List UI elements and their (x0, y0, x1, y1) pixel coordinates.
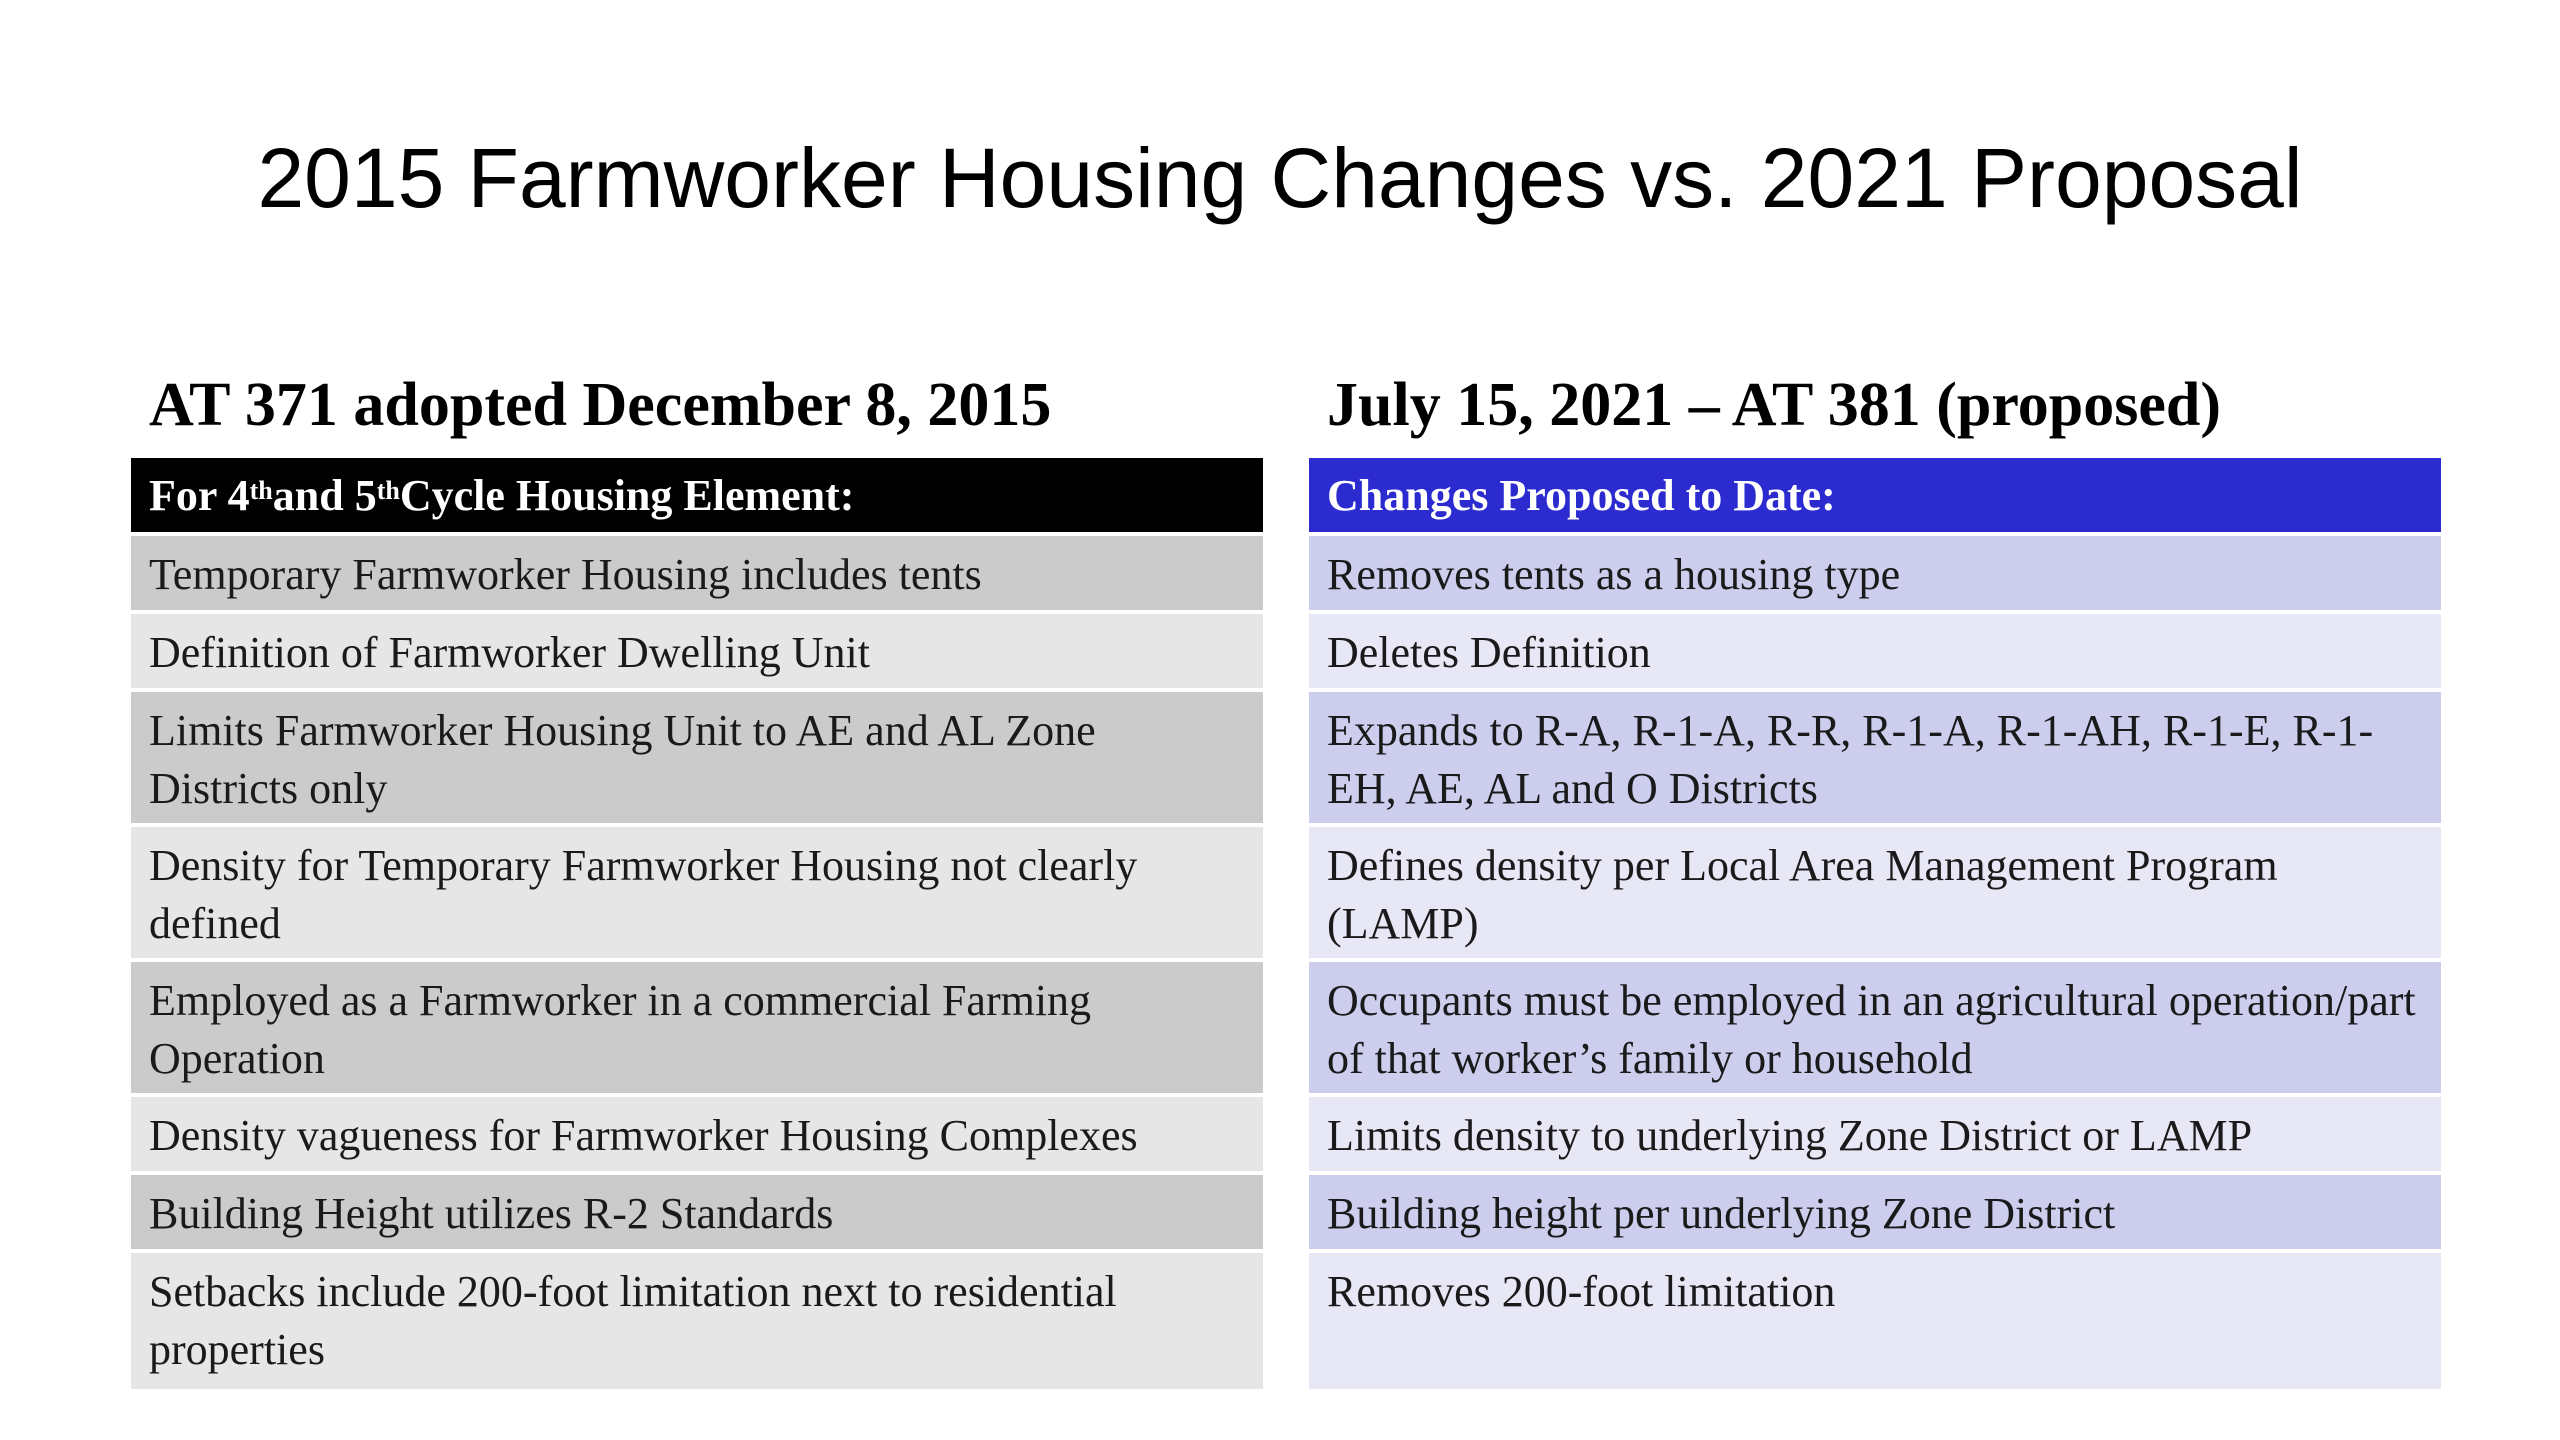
left-header-text-pre: For 4 (149, 470, 250, 520)
left-row-8: Setbacks include 200-foot limitation next to residential properties (131, 1253, 1263, 1389)
left-table-header (131, 458, 1263, 532)
left-row-1: Temporary Farmworker Housing includes tents (131, 536, 1263, 610)
left-row-4: Density for Temporary Farmworker Housing not clearly defined (131, 827, 1263, 958)
left-row-3: Limits Farmworker Housing Unit to AE and AL Zone Districts only (131, 692, 1263, 823)
left-header-text-post: Cycle Housing Element: (399, 470, 855, 520)
slide-title: 2015 Farmworker Housing Changes vs. 2021 Proposal (257, 131, 2303, 225)
left-header-text-mid: and 5 (272, 470, 377, 520)
right-row-3: Expands to R-A, R-1-A, R-R, R-1-A, R-1-AH, R-1-E, R-1-EH, AE, AL and O Districts (1309, 692, 2441, 823)
right-table-header: Changes Proposed to Date: (1309, 458, 2441, 532)
right-row-7: Building height per underlying Zone District (1309, 1175, 2441, 1249)
left-column-heading: AT 371 adopted December 8, 2015 (149, 371, 1052, 439)
right-row-6: Limits density to underlying Zone District or LAMP (1309, 1097, 2441, 1171)
right-row-4: Defines density per Local Area Management Program (LAMP) (1309, 827, 2441, 958)
left-row-5: Employed as a Farmworker in a commercial Farming Operation (131, 962, 1263, 1093)
left-row-7: Building Height utilizes R-2 Standards (131, 1175, 1263, 1249)
left-row-2: Definition of Farmworker Dwelling Unit (131, 614, 1263, 688)
right-row-8: Removes 200-foot limitation (1309, 1253, 2441, 1389)
right-column-heading: July 15, 2021 – AT 381 (proposed) (1327, 371, 2221, 439)
right-row-2: Deletes Definition (1309, 614, 2441, 688)
right-row-5: Occupants must be employed in an agricultural operation/part of that worker’s family or household (1309, 962, 2441, 1093)
left-row-6: Density vagueness for Farmworker Housing Complexes (131, 1097, 1263, 1171)
left-column-2015 (131, 370, 1263, 1389)
left-header-sup-2: th (376, 476, 400, 505)
left-header-sup-1: th (249, 476, 273, 505)
right-column-2021 (1309, 370, 2441, 1389)
right-row-1: Removes tents as a housing type (1309, 536, 2441, 610)
